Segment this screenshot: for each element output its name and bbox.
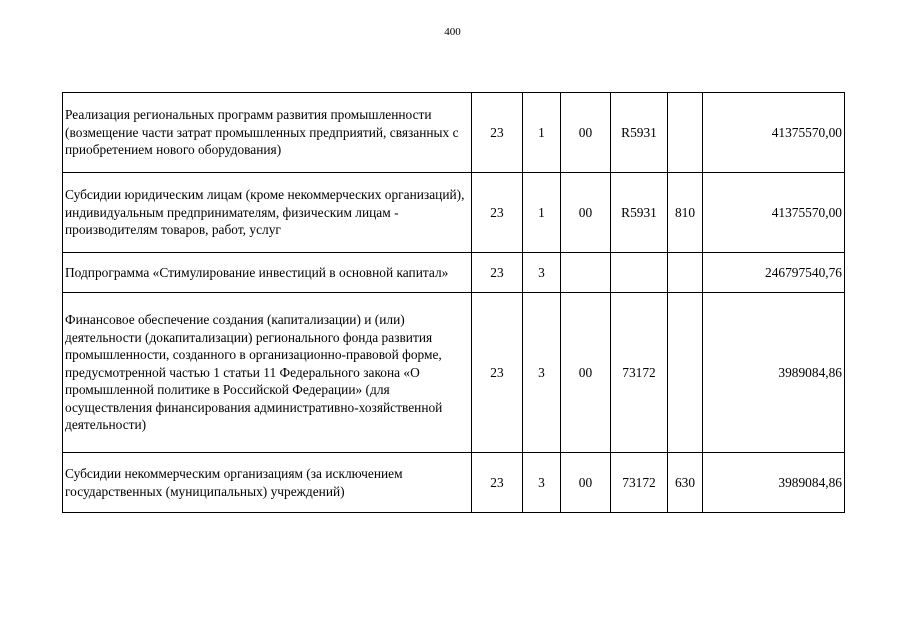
direction-code: 00 <box>561 453 611 513</box>
table-row <box>63 253 845 293</box>
target-code: R5931 <box>611 93 668 173</box>
direction-code: 00 <box>561 93 611 173</box>
expense-type-code <box>668 293 703 453</box>
direction-code <box>561 253 611 293</box>
subprogram-code: 3 <box>523 293 561 453</box>
target-code: 73172 <box>611 293 668 453</box>
budget-table <box>62 92 845 513</box>
subprogram-code: 1 <box>523 173 561 253</box>
amount: 3989084,86 <box>703 293 845 453</box>
expense-type-code: 630 <box>668 453 703 513</box>
program-code: 23 <box>472 453 523 513</box>
table-row <box>63 453 845 513</box>
subprogram-code: 3 <box>523 453 561 513</box>
page-number: 400 <box>444 26 461 38</box>
program-code: 23 <box>472 293 523 453</box>
amount: 41375570,00 <box>703 93 845 173</box>
row-description: Подпрограмма «Стимулирование инвестиций в основной капитал» <box>63 253 472 293</box>
direction-code: 00 <box>561 293 611 453</box>
program-code: 23 <box>472 173 523 253</box>
row-description: Субсидии некоммерческим организациям (за исключением государственных (муниципальных) учреждений) <box>63 453 472 513</box>
amount: 3989084,86 <box>703 453 845 513</box>
amount: 41375570,00 <box>703 173 845 253</box>
target-code: R5931 <box>611 173 668 253</box>
row-description: Финансовое обеспечение создания (капитализации) и (или) деятельности (докапитализации) регионального фонда развития промышленности, созданного в организационно-правовой форме, предусмотренной частью 1 статьи 11 Федерального закона «О промышленной политике в Российской Федерации» (для осуществления финансирования административно-хозяйственной деятельности) <box>63 293 472 453</box>
table-row <box>63 173 845 253</box>
row-description: Реализация региональных программ развития промышленности (возмещение части затрат промышленных предприятий, связанных с приобретением нового оборудования) <box>63 93 472 173</box>
subprogram-code: 3 <box>523 253 561 293</box>
expense-type-code <box>668 93 703 173</box>
program-code: 23 <box>472 253 523 293</box>
target-code: 73172 <box>611 453 668 513</box>
target-code <box>611 253 668 293</box>
expense-type-code <box>668 253 703 293</box>
expense-type-code: 810 <box>668 173 703 253</box>
direction-code: 00 <box>561 173 611 253</box>
subprogram-code: 1 <box>523 93 561 173</box>
amount: 246797540,76 <box>703 253 845 293</box>
table-row <box>63 93 845 173</box>
row-description: Субсидии юридическим лицам (кроме некоммерческих организаций), индивидуальным предпринимателям, физическим лицам - производителям товаров, работ, услуг <box>63 173 472 253</box>
program-code: 23 <box>472 93 523 173</box>
table-row <box>63 293 845 453</box>
